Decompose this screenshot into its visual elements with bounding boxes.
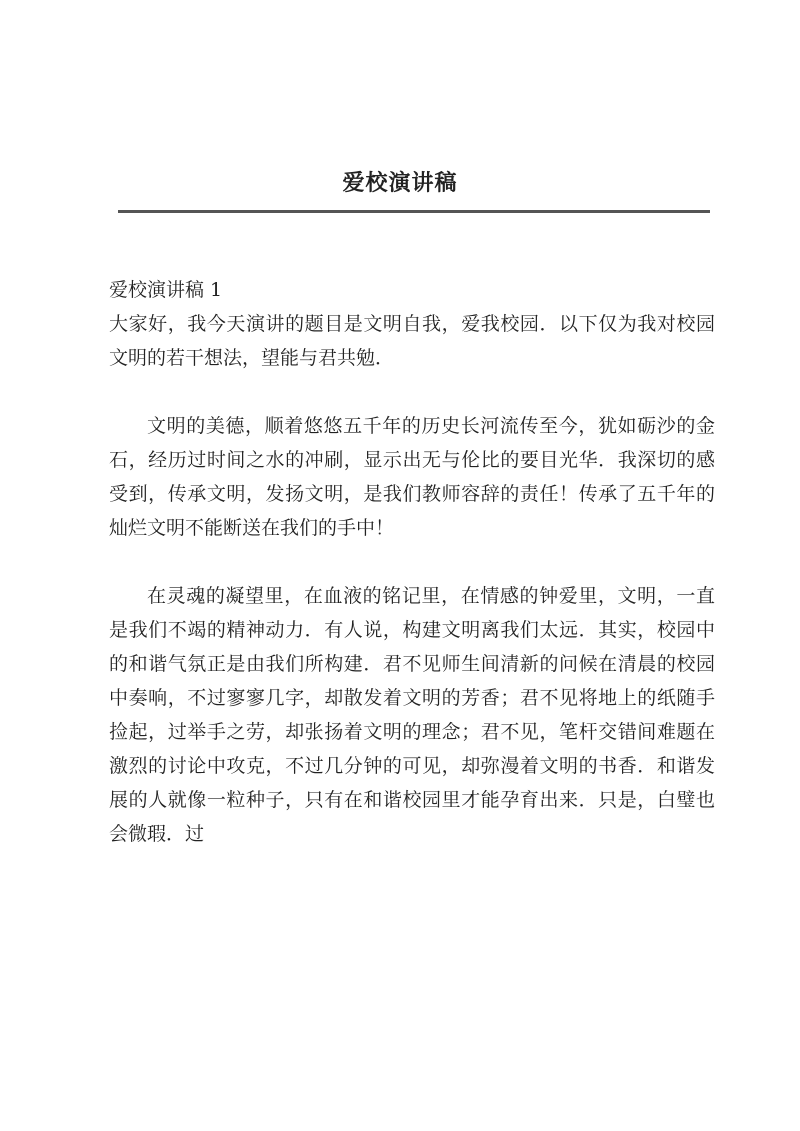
paragraph-campus: 在灵魂的凝望里，在血液的铭记里，在情感的钟爱里，文明，一直是我们不竭的精神动力．有人说，构建文明离我们太远．其实，校园中的和谐气氛正是由我们所构建．君不见师生间清新的问候在清晨的校园中奏响，不过寥寥几字，却散发着文明的芳香；君不见将地上的纸随手捡起，过举手之劳，却张扬着文明的理念；君不见，笔杆交错间难题在激烈的讨论中攻克，不过几分钟的可见，却弥漫着文明的书香．和谐发展的人就像一粒种子，只有在和谐校园里才能孕育出来．只是，白璧也会微瑕．过: [109, 585, 715, 845]
page-title: 爱校演讲稿: [342, 170, 458, 196]
section-heading: 爱校演讲稿 1: [109, 279, 223, 301]
document-body: [109, 273, 715, 851]
paragraph-virtue: 文明的美德，顺着悠悠五千年的历史长河流传至今，犹如砺沙的金石，经历过时间之水的冲刷，显示出无与伦比的要目光华．我深切的感受到，传承文明，发扬文明，是我们教师容辞的责任！传承了五千年的灿烂文明不能断送在我们的手中！: [109, 415, 715, 539]
title-divider: [118, 210, 710, 213]
paragraph-intro: 大家好，我今天演讲的题目是文明自我，爱我校园．以下仅为我对校园文明的若干想法，望能与君共勉．: [109, 313, 715, 369]
